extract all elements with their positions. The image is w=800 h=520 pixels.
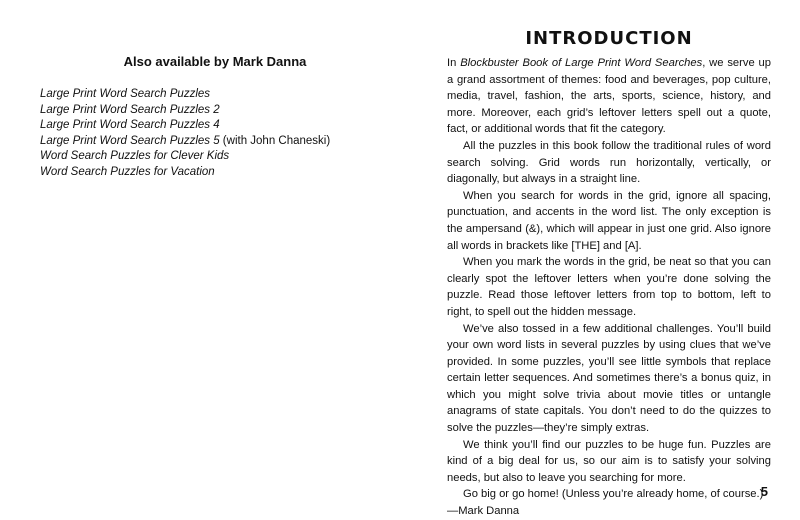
signature: —Mark Danna xyxy=(447,505,520,518)
book-title-inline: Blockbuster Book of Large Print Word Searches xyxy=(460,57,703,69)
book-title: Large Print Word Search Puzzles 4 xyxy=(40,119,220,132)
list-item xyxy=(40,118,380,134)
book-title: Word Search Puzzles for Clever Kids xyxy=(40,150,230,163)
intro-paragraph-6: We think you’ll find our puzzles to be huge fun. Puzzles are kind of a big deal for us, so our aim is to satisfy your solving needs, but also to leave you searching for more. xyxy=(447,438,771,484)
p1-lead: In xyxy=(447,57,461,69)
list-item xyxy=(40,134,380,150)
intro-paragraph-2: All the puzzles in this book follow the traditional rules of word search solving. Grid words run horizontally, vertically, or diagonally, but always in a straight line. xyxy=(447,139,771,186)
intro-paragraph-7: Go big or go home! (Unless you’re already home, of course.) xyxy=(463,488,764,501)
introduction-body xyxy=(447,55,771,520)
book-title: Large Print Word Search Puzzles xyxy=(40,88,211,100)
list-item xyxy=(40,87,380,103)
book-title: Large Print Word Search Puzzles 2 xyxy=(40,103,220,116)
book-title: Word Search Puzzles for Vacation xyxy=(40,165,215,178)
page-number: 5 xyxy=(760,484,768,499)
also-available-heading: Also available by Mark Danna xyxy=(123,54,307,69)
page-title: INTRODUCTION xyxy=(525,28,693,49)
intro-paragraph-5: We’ve also tossed in a few additional challenges. You’ll build your own word lists in several puzzles by using clues that we’ve provided. In some puzzles, you’ll see little symbols that replace certain letter sequences. And sometimes there’s a bonus quiz, in which you might solve trivia about movie titles or untangle anagrams of state capitals. You don’t need to do the quizzes to solve the puzzles—they’re simply extras. xyxy=(447,322,771,435)
p1-rest: , we serve up a grand assortment of themes: food and beverages, pop culture, media, travel, fashion, the arts, sports, science, history, and more. Moreover, each grid’s leftover letters spell out a quote, fact, or additional words that fit the category. xyxy=(447,57,771,136)
intro-paragraph-4: When you mark the words in the grid, be neat so that you can clearly spot the leftover letters when you’re done solving the puzzle. Read those leftover letters from top to bottom, left to right, to spell out the hidden message. xyxy=(447,256,771,318)
intro-paragraph-1 xyxy=(447,55,771,138)
book-list xyxy=(40,87,380,181)
left-page xyxy=(40,54,380,181)
right-page xyxy=(447,28,771,520)
list-item xyxy=(40,149,380,165)
list-item xyxy=(40,103,380,119)
book-title: Large Print Word Search Puzzles 5 xyxy=(40,134,220,147)
list-item xyxy=(40,165,380,181)
book-note: (with John Chaneski) xyxy=(219,134,331,147)
intro-paragraph-3: When you search for words in the grid, ignore all spacing, punctuation, and accents in the word list. The only exception is the ampersand (&), which will appear in just one grid. Also ignore all words in brackets like [THE] and [A]. xyxy=(447,189,771,252)
